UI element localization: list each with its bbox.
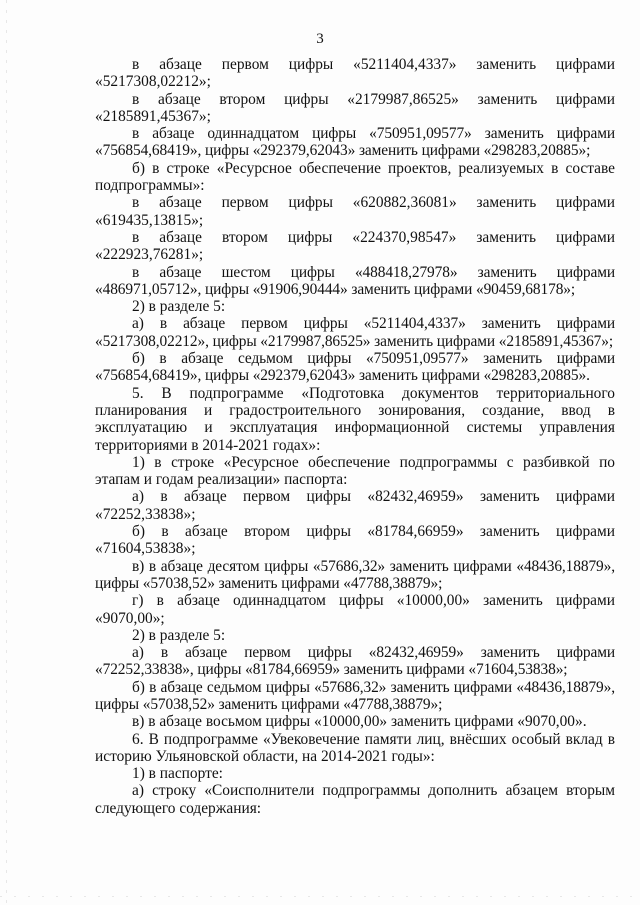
paragraph-4: б) в строке «Ресурсное обеспечение проектов, реализуемых в составе подпрограммы»: [95, 159, 615, 195]
document-body [95, 56, 615, 817]
paragraph-9: а) в абзаце первом цифры «5211404,4337» заменить цифрами «5217308,02212», цифры «2179987,86525» заменить цифрами «2185891,45367»; [95, 315, 615, 350]
paragraph-23: а) строку «Соисполнители подпрограммы дополнить абзацем вторым следующего содержания: [95, 782, 615, 817]
paragraph-14: б) в абзаце втором цифры «81784,66959» заменить цифрами «71604,53838»; [95, 523, 615, 558]
paragraph-8: 2) в разделе 5: [132, 298, 226, 316]
paragraph-1: в абзаце первом цифры «5211404,4337» заменить цифрами «5217308,02212»; [95, 56, 615, 91]
paragraph-6: в абзаце втором цифры «224370,98547» заменить цифрами «222923,76281»; [95, 228, 615, 264]
paragraph-11: 5. В подпрограмме «Подготовка документов территориального планирования и градостроительного зонирования, создание, ввод в эксплуатацию и эксплуатация информационной системы управления территориями в 2014-2021 годах»: [95, 384, 615, 454]
paragraph-16: г) в абзаце одиннадцатом цифры «10000,00» заменить цифрами «9070,00»; [95, 592, 615, 627]
paragraph-22: 1) в паспорте: [132, 765, 223, 783]
paragraph-20: в) в абзаце восьмом цифры «10000,00» заменить цифрами «9070,00». [132, 713, 587, 731]
paragraph-17: 2) в разделе 5: [132, 626, 226, 644]
paragraph-21: 6. В подпрограмме «Увековечение памяти лиц, внёсших особый вклад в историю Ульяновской области, на 2014-2021 годы»: [95, 730, 615, 765]
paragraph-15: в) в абзаце десятом цифры «57686,32» заменить цифрами «48436,18879», цифры «57038,52» заменить цифрами «47788,38879»; [95, 557, 615, 592]
scan-bottom-edge [0, 896, 640, 897]
page-number: 3 [316, 31, 324, 47]
paragraph-19: б) в абзаце седьмом цифры «57686,32» заменить цифрами «48436,18879», цифры «57038,52» заменить цифрами «47788,38879»; [95, 678, 615, 713]
paragraph-3: в абзаце одиннадцатом цифры «750951,09577» заменить цифрами «756854,68419», цифры «292379,62043» заменить цифрами «298283,20885»; [95, 125, 615, 160]
paragraph-13: а) в абзаце первом цифры «82432,46959» заменить цифрами «72252,33838»; [95, 488, 615, 523]
paragraph-12: 1) в строке «Ресурсное обеспечение подпрограммы с разбивкой по этапам и годам реализации» паспорта: [95, 453, 615, 489]
paragraph-10: б) в абзаце седьмом цифры «750951,09577» заменить цифрами «756854,68419», цифры «292379,62043» заменить цифрами «298283,20885». [95, 350, 615, 385]
paragraph-7: в абзаце шестом цифры «488418,27978» заменить цифрами «486971,05712», цифры «91906,90444» заменить цифрами «90459,68178»; [95, 263, 615, 298]
paragraph-2: в абзаце втором цифры «2179987,86525» заменить цифрами «2185891,45367»; [95, 90, 615, 125]
paragraph-18: а) в абзаце первом цифры «82432,46959» заменить цифрами «72252,33838», цифры «81784,66959» заменить цифрами «71604,53838»; [95, 644, 615, 679]
scan-left-edge [6, 0, 7, 905]
paragraph-5: в абзаце первом цифры «620882,36081» заменить цифрами «619435,13815»; [95, 194, 615, 229]
